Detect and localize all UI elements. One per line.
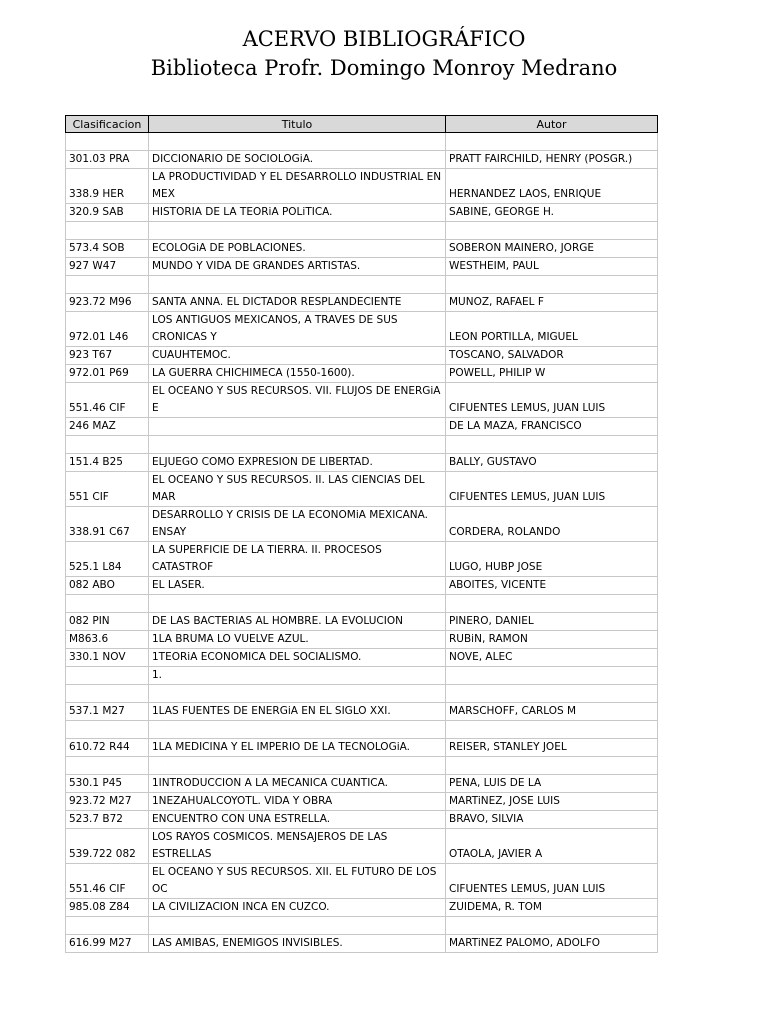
empty-cell xyxy=(446,685,658,703)
empty-cell xyxy=(66,595,149,613)
cell-titulo: LA GUERRA CHICHIMECA (1550-1600). xyxy=(149,365,446,383)
cell-autor: BRAVO, SILVIA xyxy=(446,811,658,829)
cell-clasificacion xyxy=(66,667,149,685)
table-row xyxy=(66,312,658,347)
cell-clasificacion: 573.4 SOB xyxy=(66,240,149,258)
table-row xyxy=(66,577,658,595)
empty-cell xyxy=(446,757,658,775)
table-row xyxy=(66,472,658,507)
table-row xyxy=(66,294,658,312)
empty-cell xyxy=(149,685,446,703)
table-row xyxy=(66,631,658,649)
cell-clasificacion: 551.46 CIF xyxy=(66,864,149,899)
table-row xyxy=(66,829,658,864)
cell-titulo: 1LA MEDICINA Y EL IMPERIO DE LA TECNOLOGiA. xyxy=(149,739,446,757)
cell-clasificacion: 320.9 SAB xyxy=(66,204,149,222)
cell-clasificacion: 972.01 L46 xyxy=(66,312,149,347)
cell-clasificacion: 537.1 M27 xyxy=(66,703,149,721)
cell-autor: CIFUENTES LEMUS, JUAN LUIS xyxy=(446,383,658,418)
cell-clasificacion: 923 T67 xyxy=(66,347,149,365)
empty-cell xyxy=(66,276,149,294)
empty-cell xyxy=(66,757,149,775)
document-subtitle: Biblioteca Profr. Domingo Monroy Medrano xyxy=(150,56,618,80)
cell-titulo: 1LAS FUENTES DE ENERGiA EN EL SIGLO XXI. xyxy=(149,703,446,721)
empty-cell xyxy=(149,757,446,775)
cell-clasificacion: 330.1 NOV xyxy=(66,649,149,667)
table-row xyxy=(66,649,658,667)
column-header-clasificacion: Clasificacion xyxy=(66,116,149,133)
cell-autor: PRATT FAIRCHILD, HENRY (POSGR.) xyxy=(446,151,658,169)
cell-titulo: LAS AMIBAS, ENEMIGOS INVISIBLES. xyxy=(149,935,446,953)
cell-autor: MUNOZ, RAFAEL F xyxy=(446,294,658,312)
table-row xyxy=(66,240,658,258)
cell-clasificacion: 246 MAZ xyxy=(66,418,149,436)
empty-cell xyxy=(66,436,149,454)
cell-titulo: LOS ANTIGUOS MEXICANOS, A TRAVES DE SUS CRONICAS Y xyxy=(149,312,446,347)
cell-autor: REISER, STANLEY JOEL xyxy=(446,739,658,757)
cell-clasificacion: 338.91 C67 xyxy=(66,507,149,542)
empty-cell xyxy=(446,276,658,294)
cell-autor: CIFUENTES LEMUS, JUAN LUIS xyxy=(446,472,658,507)
table-row xyxy=(66,703,658,721)
cell-autor: ABOITES, VICENTE xyxy=(446,577,658,595)
cell-clasificacion: 972.01 P69 xyxy=(66,365,149,383)
empty-cell xyxy=(66,685,149,703)
cell-clasificacion: 985.08 Z84 xyxy=(66,899,149,917)
empty-cell xyxy=(446,721,658,739)
table-row xyxy=(66,667,658,685)
cell-titulo: EL OCEANO Y SUS RECURSOS. VII. FLUJOS DE ENERGiA E xyxy=(149,383,446,418)
table-row xyxy=(66,775,658,793)
empty-cell xyxy=(66,721,149,739)
table-row xyxy=(66,258,658,276)
spacer-row xyxy=(66,595,658,613)
cell-titulo: DE LAS BACTERIAS AL HOMBRE. LA EVOLUCION xyxy=(149,613,446,631)
cell-titulo: HISTORIA DE LA TEORiA POLiTICA. xyxy=(149,204,446,222)
table-row xyxy=(66,739,658,757)
empty-cell xyxy=(446,133,658,151)
cell-titulo: CUAUHTEMOC. xyxy=(149,347,446,365)
table-row xyxy=(66,542,658,577)
empty-cell xyxy=(446,436,658,454)
cell-clasificacion: 923.72 M27 xyxy=(66,793,149,811)
table-row xyxy=(66,365,658,383)
cell-titulo: LA CIVILIZACION INCA EN CUZCO. xyxy=(149,899,446,917)
table-row xyxy=(66,507,658,542)
empty-cell xyxy=(149,721,446,739)
table-row xyxy=(66,204,658,222)
cell-autor: ZUIDEMA, R. TOM xyxy=(446,899,658,917)
empty-cell xyxy=(149,436,446,454)
cell-autor: POWELL, PHILIP W xyxy=(446,365,658,383)
cell-autor: BALLY, GUSTAVO xyxy=(446,454,658,472)
cell-autor: PENA, LUIS DE LA xyxy=(446,775,658,793)
cell-titulo: DICCIONARIO DE SOCIOLOGiA. xyxy=(149,151,446,169)
table-row xyxy=(66,151,658,169)
cell-titulo xyxy=(149,418,446,436)
table-row xyxy=(66,864,658,899)
spacer-row xyxy=(66,222,658,240)
empty-cell xyxy=(66,222,149,240)
empty-cell xyxy=(446,595,658,613)
table-row xyxy=(66,811,658,829)
spacer-row xyxy=(66,133,658,151)
cell-clasificacion: 616.99 M27 xyxy=(66,935,149,953)
cell-titulo: 1INTRODUCCION A LA MECANICA CUANTICA. xyxy=(149,775,446,793)
column-header-titulo: Titulo xyxy=(149,116,446,133)
empty-cell xyxy=(66,133,149,151)
table-row xyxy=(66,613,658,631)
cell-titulo: LOS RAYOS COSMICOS. MENSAJEROS DE LAS ESTRELLAS xyxy=(149,829,446,864)
cell-titulo: EL OCEANO Y SUS RECURSOS. II. LAS CIENCIAS DEL MAR xyxy=(149,472,446,507)
cell-titulo: 1LA BRUMA LO VUELVE AZUL. xyxy=(149,631,446,649)
catalog-table xyxy=(65,115,658,953)
cell-titulo: ENCUENTRO CON UNA ESTRELLA. xyxy=(149,811,446,829)
cell-autor: WESTHEIM, PAUL xyxy=(446,258,658,276)
table-row xyxy=(66,418,658,436)
cell-titulo: ELJUEGO COMO EXPRESION DE LIBERTAD. xyxy=(149,454,446,472)
cell-clasificacion: 082 ABO xyxy=(66,577,149,595)
cell-clasificacion: 551 CIF xyxy=(66,472,149,507)
cell-clasificacion: 151.4 B25 xyxy=(66,454,149,472)
cell-autor: HERNANDEZ LAOS, ENRIQUE xyxy=(446,169,658,204)
spacer-row xyxy=(66,436,658,454)
cell-titulo: 1. xyxy=(149,667,446,685)
table-header-row xyxy=(66,116,658,133)
table-row xyxy=(66,347,658,365)
table-row xyxy=(66,793,658,811)
cell-clasificacion: 530.1 P45 xyxy=(66,775,149,793)
cell-clasificacion: 301.03 PRA xyxy=(66,151,149,169)
table-row xyxy=(66,383,658,418)
cell-autor: TOSCANO, SALVADOR xyxy=(446,347,658,365)
cell-autor: CIFUENTES LEMUS, JUAN LUIS xyxy=(446,864,658,899)
cell-autor: DE LA MAZA, FRANCISCO xyxy=(446,418,658,436)
cell-titulo: EL OCEANO Y SUS RECURSOS. XII. EL FUTURO DE LOS OC xyxy=(149,864,446,899)
spacer-row xyxy=(66,721,658,739)
cell-autor: RUBiN, RAMON xyxy=(446,631,658,649)
column-header-autor: Autor xyxy=(446,116,658,133)
cell-titulo: ECOLOGiA DE POBLACIONES. xyxy=(149,240,446,258)
spacer-row xyxy=(66,917,658,935)
cell-titulo: DESARROLLO Y CRISIS DE LA ECONOMiA MEXICANA. ENSAY xyxy=(149,507,446,542)
empty-cell xyxy=(149,276,446,294)
table-body xyxy=(66,133,658,953)
empty-cell xyxy=(149,133,446,151)
cell-autor: SOBERON MAINERO, JORGE xyxy=(446,240,658,258)
cell-clasificacion: 338.9 HER xyxy=(66,169,149,204)
cell-clasificacion: 927 W47 xyxy=(66,258,149,276)
cell-titulo: 1NEZAHUALCOYOTL. VIDA Y OBRA xyxy=(149,793,446,811)
spacer-row xyxy=(66,276,658,294)
empty-cell xyxy=(446,222,658,240)
cell-autor: CORDERA, ROLANDO xyxy=(446,507,658,542)
cell-clasificacion: M863.6 xyxy=(66,631,149,649)
cell-autor xyxy=(446,667,658,685)
cell-autor: OTAOLA, JAVIER A xyxy=(446,829,658,864)
spacer-row xyxy=(66,685,658,703)
cell-autor: LUGO, HUBP JOSE xyxy=(446,542,658,577)
cell-autor: PINERO, DANIEL xyxy=(446,613,658,631)
cell-clasificacion: 082 PIN xyxy=(66,613,149,631)
cell-titulo: LA SUPERFICIE DE LA TIERRA. II. PROCESOS CATASTROF xyxy=(149,542,446,577)
empty-cell xyxy=(149,222,446,240)
table-row xyxy=(66,899,658,917)
table-row xyxy=(66,935,658,953)
empty-cell xyxy=(149,917,446,935)
empty-cell xyxy=(66,917,149,935)
cell-titulo: 1TEORiA ECONOMICA DEL SOCIALISMO. xyxy=(149,649,446,667)
cell-clasificacion: 539.722 082 xyxy=(66,829,149,864)
table-row xyxy=(66,169,658,204)
cell-autor: SABINE, GEORGE H. xyxy=(446,204,658,222)
cell-autor: MARTiNEZ PALOMO, ADOLFO xyxy=(446,935,658,953)
cell-clasificacion: 523.7 B72 xyxy=(66,811,149,829)
cell-titulo: MUNDO Y VIDA DE GRANDES ARTISTAS. xyxy=(149,258,446,276)
table-row xyxy=(66,454,658,472)
spacer-row xyxy=(66,757,658,775)
document-title: ACERVO BIBLIOGRÁFICO xyxy=(242,27,526,51)
cell-autor: MARTiNEZ, JOSE LUIS xyxy=(446,793,658,811)
empty-cell xyxy=(149,595,446,613)
cell-clasificacion: 525.1 L84 xyxy=(66,542,149,577)
cell-clasificacion: 551.46 CIF xyxy=(66,383,149,418)
empty-cell xyxy=(446,917,658,935)
cell-titulo: LA PRODUCTIVIDAD Y EL DESARROLLO INDUSTRIAL EN MEX xyxy=(149,169,446,204)
cell-clasificacion: 923.72 M96 xyxy=(66,294,149,312)
cell-autor: LEON PORTILLA, MIGUEL xyxy=(446,312,658,347)
cell-autor: MARSCHOFF, CARLOS M xyxy=(446,703,658,721)
cell-titulo: SANTA ANNA. EL DICTADOR RESPLANDECIENTE xyxy=(149,294,446,312)
cell-clasificacion: 610.72 R44 xyxy=(66,739,149,757)
cell-autor: NOVE, ALEC xyxy=(446,649,658,667)
cell-titulo: EL LASER. xyxy=(149,577,446,595)
